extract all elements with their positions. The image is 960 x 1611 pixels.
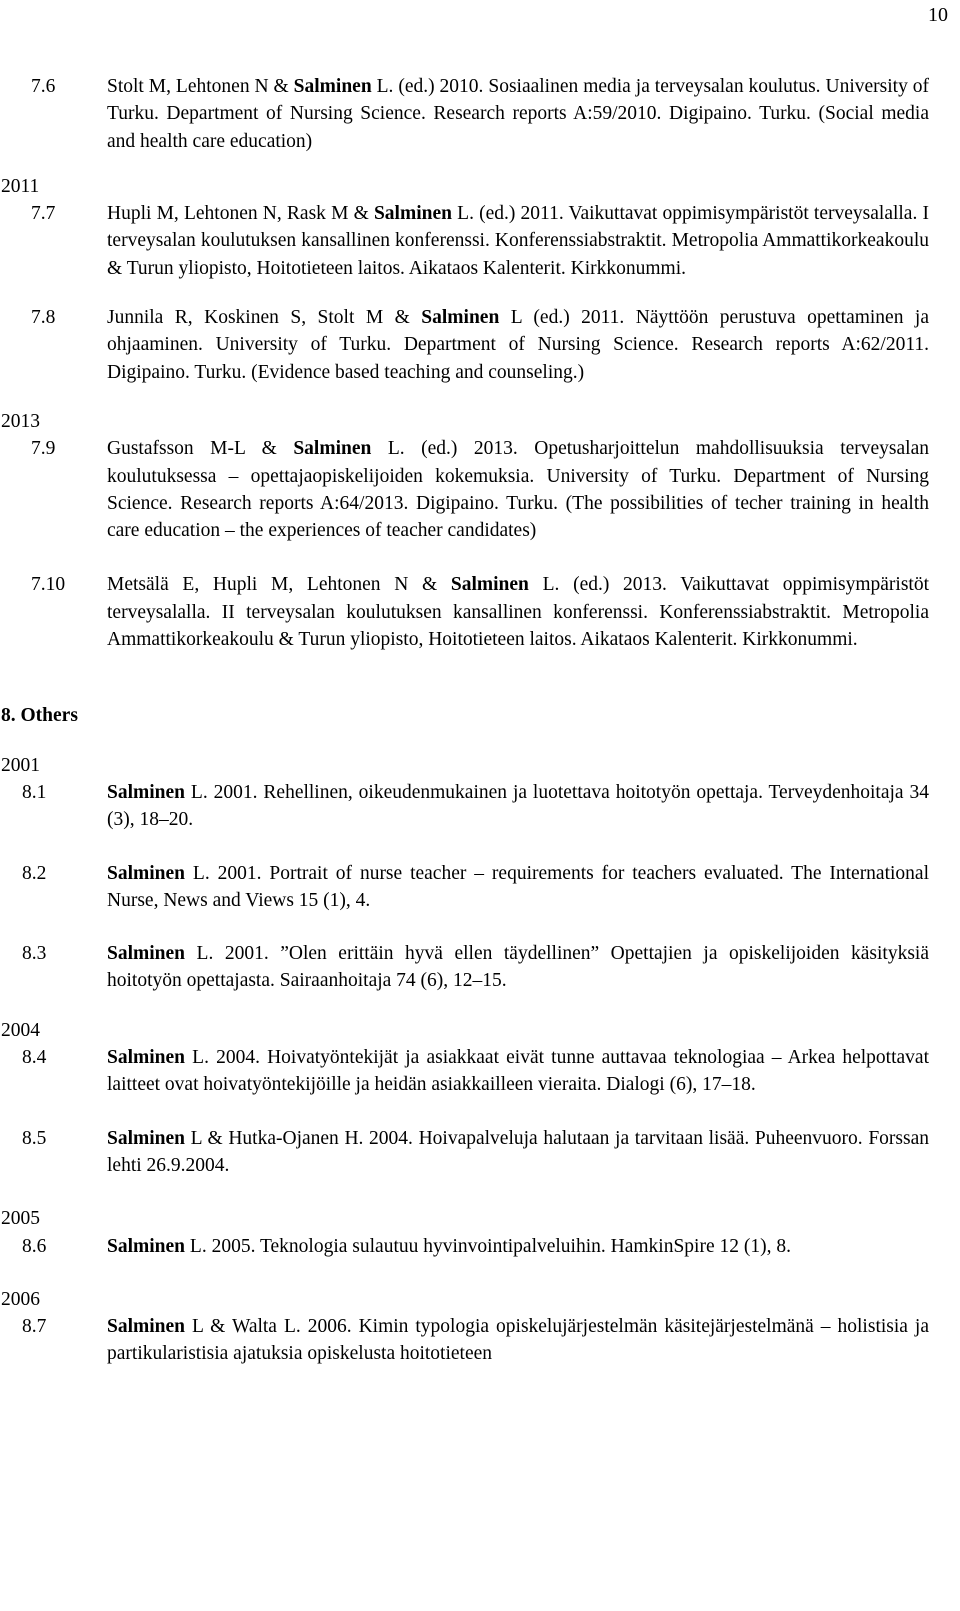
entry-text: Salminen L & Walta L. 2006. Kimin typologia opiskelujärjestelmän käsitejärjestelmänä – holistisia ja partikularistisia ajatuksia opiskelusta hoitotieteen — [107, 1316, 929, 1365]
entry-8-4 — [0, 1044, 960, 1099]
entry-text: Salminen L. 2001. Portrait of nurse teacher – requirements for teachers evaluated. The International Nurse, News and Views 15 (1), 4. — [107, 862, 929, 911]
year-heading: 2006 — [1, 1288, 40, 1310]
author-name: Salminen — [450, 574, 529, 596]
entry-8-3 — [0, 940, 960, 995]
entry-text: Hupli M, Lehtonen N, Rask M & Salminen L. (ed.) 2011. Vaikuttavat oppimisympäristöt terveysalalla. I terveysalan koulutuksen kansallinen konferenssi. Konferenssiabstraktit. Metropolia Ammattikorkeakoulu & Turun yliopisto, Hoitotieteen laitos. Aikataos Kalenterit. Kirkkonummi. — [107, 203, 930, 279]
publication-list-section-8 — [0, 752, 960, 1368]
year-heading: 2011 — [1, 175, 40, 197]
author-name: Salminen — [107, 943, 186, 965]
author-name: Salminen — [107, 781, 186, 803]
entry-number: 8.3 — [22, 943, 47, 965]
year-heading: 2004 — [1, 1019, 40, 1041]
author-name: Salminen — [107, 862, 186, 884]
entry-7-9 — [0, 435, 960, 544]
entry-7-10 — [0, 571, 960, 653]
entry-text: Junnila R, Koskinen S, Stolt M & Salminen L (ed.) 2011. Näyttöön perustuva opettaminen ja ohjaaminen. University of Turku. Department of Nursing Science. Research reports A:62/2011. Digipaino. Turku. (Evidence based teaching and counseling.) — [107, 307, 930, 383]
entry-number: 8.7 — [22, 1316, 47, 1338]
entry-8-5 — [0, 1125, 960, 1180]
entry-number: 7.9 — [31, 438, 56, 460]
author-name: Salminen — [293, 76, 372, 97]
author-name: Salminen — [293, 438, 372, 460]
entry-7-8 — [0, 304, 960, 386]
author-name: Salminen — [107, 1127, 186, 1149]
entry-8-2 — [0, 860, 960, 915]
entry-number: 7.7 — [31, 203, 56, 225]
year-heading: 2001 — [1, 754, 40, 776]
entry-8-1 — [0, 779, 960, 834]
entry-text: Salminen L. 2001. Rehellinen, oikeudenmukainen ja luotettava hoitotyön opettaja. Terveydenhoitaja 34 (3), 18–20. — [107, 781, 929, 831]
entry-number: 7.10 — [31, 574, 66, 596]
entry-text: Salminen L. 2005. Teknologia sulautuu hyvinvointipalveluihin. HamkinSpire 12 (1), 8. — [107, 1235, 791, 1257]
entry-text: Salminen L & Hutka-Ojanen H. 2004. Hoivapalveluja halutaan ja tarvitaan lisää. Puheenvuoro. Forssan lehti 26.9.2004. — [107, 1127, 929, 1176]
author-name: Salminen — [373, 203, 452, 225]
publication-list-section-7 — [0, 73, 960, 653]
author-name: Salminen — [107, 1235, 186, 1257]
entry-text: Salminen L. 2001. ”Olen erittäin hyvä ellen täydellinen” Opettajien ja opiskelijoiden käsityksiä hoitotyön opettajasta. Sairaanhoitaja 74 (6), 12–15. — [107, 943, 929, 992]
entry-text: Salminen L. 2004. Hoivatyöntekijät ja asiakkaat eivät tunne auttavaa teknologiaa – Arkea helpottavat laitteet ovat hoivatyöntekijöille ja heidän asiakkailleen vieraita. Dialogi (6), 17–18. — [107, 1047, 929, 1096]
page-number: 10 — [928, 4, 948, 26]
entry-number: 8.5 — [22, 1127, 47, 1149]
year-heading: 2005 — [1, 1208, 40, 1230]
entry-number: 8.6 — [22, 1235, 47, 1257]
entry-number: 7.6 — [31, 76, 56, 97]
entry-number: 8.4 — [22, 1047, 47, 1069]
entry-7-6 — [0, 73, 960, 155]
entry-number: 8.1 — [22, 781, 47, 803]
entry-text: Metsälä E, Hupli M, Lehtonen N & Salminen L. (ed.) 2013. Vaikuttavat oppimisympäristöt terveysalalla. II terveysalan koulutuksen kansallinen konferenssi. Konferenssiabstraktit. Metropolia Ammattikorkeakoulu & Turun yliopisto, Hoitotieteen laitos. Aikataos Kalenterit. Kirkkonummi. — [107, 574, 929, 651]
entry-7-7 — [0, 200, 960, 282]
year-heading: 2013 — [1, 410, 40, 432]
author-name: Salminen — [107, 1047, 186, 1069]
author-name: Salminen — [421, 307, 500, 329]
author-name: Salminen — [107, 1316, 186, 1338]
entry-8-7 — [0, 1313, 960, 1368]
entry-number: 8.2 — [22, 862, 47, 884]
entry-8-6 — [0, 1233, 960, 1260]
document-body — [0, 73, 960, 1368]
entry-number: 7.8 — [31, 307, 56, 329]
entry-text: Gustafsson M-L & Salminen L. (ed.) 2013. Opetusharjoittelun mahdollisuuksia terveysalan koulutuksessa – opettajaopiskelijoiden kokemuksia. University of Turku. Department of Nursing Science. Research reports A:64/2013. Digipaino. Turku. (The possibilities of techer training in health care education – the experiences of teacher candidates) — [107, 438, 929, 542]
entry-text: Stolt M, Lehtonen N & Salminen L. (ed.) 2010. Sosiaalinen media ja terveysalan koulutus. University of Turku. Department of Nursing Science. Research reports A:59/2010. Digipaino. Turku. (Social media and health care education) — [107, 76, 929, 152]
section-heading: 8. Others — [1, 705, 78, 727]
